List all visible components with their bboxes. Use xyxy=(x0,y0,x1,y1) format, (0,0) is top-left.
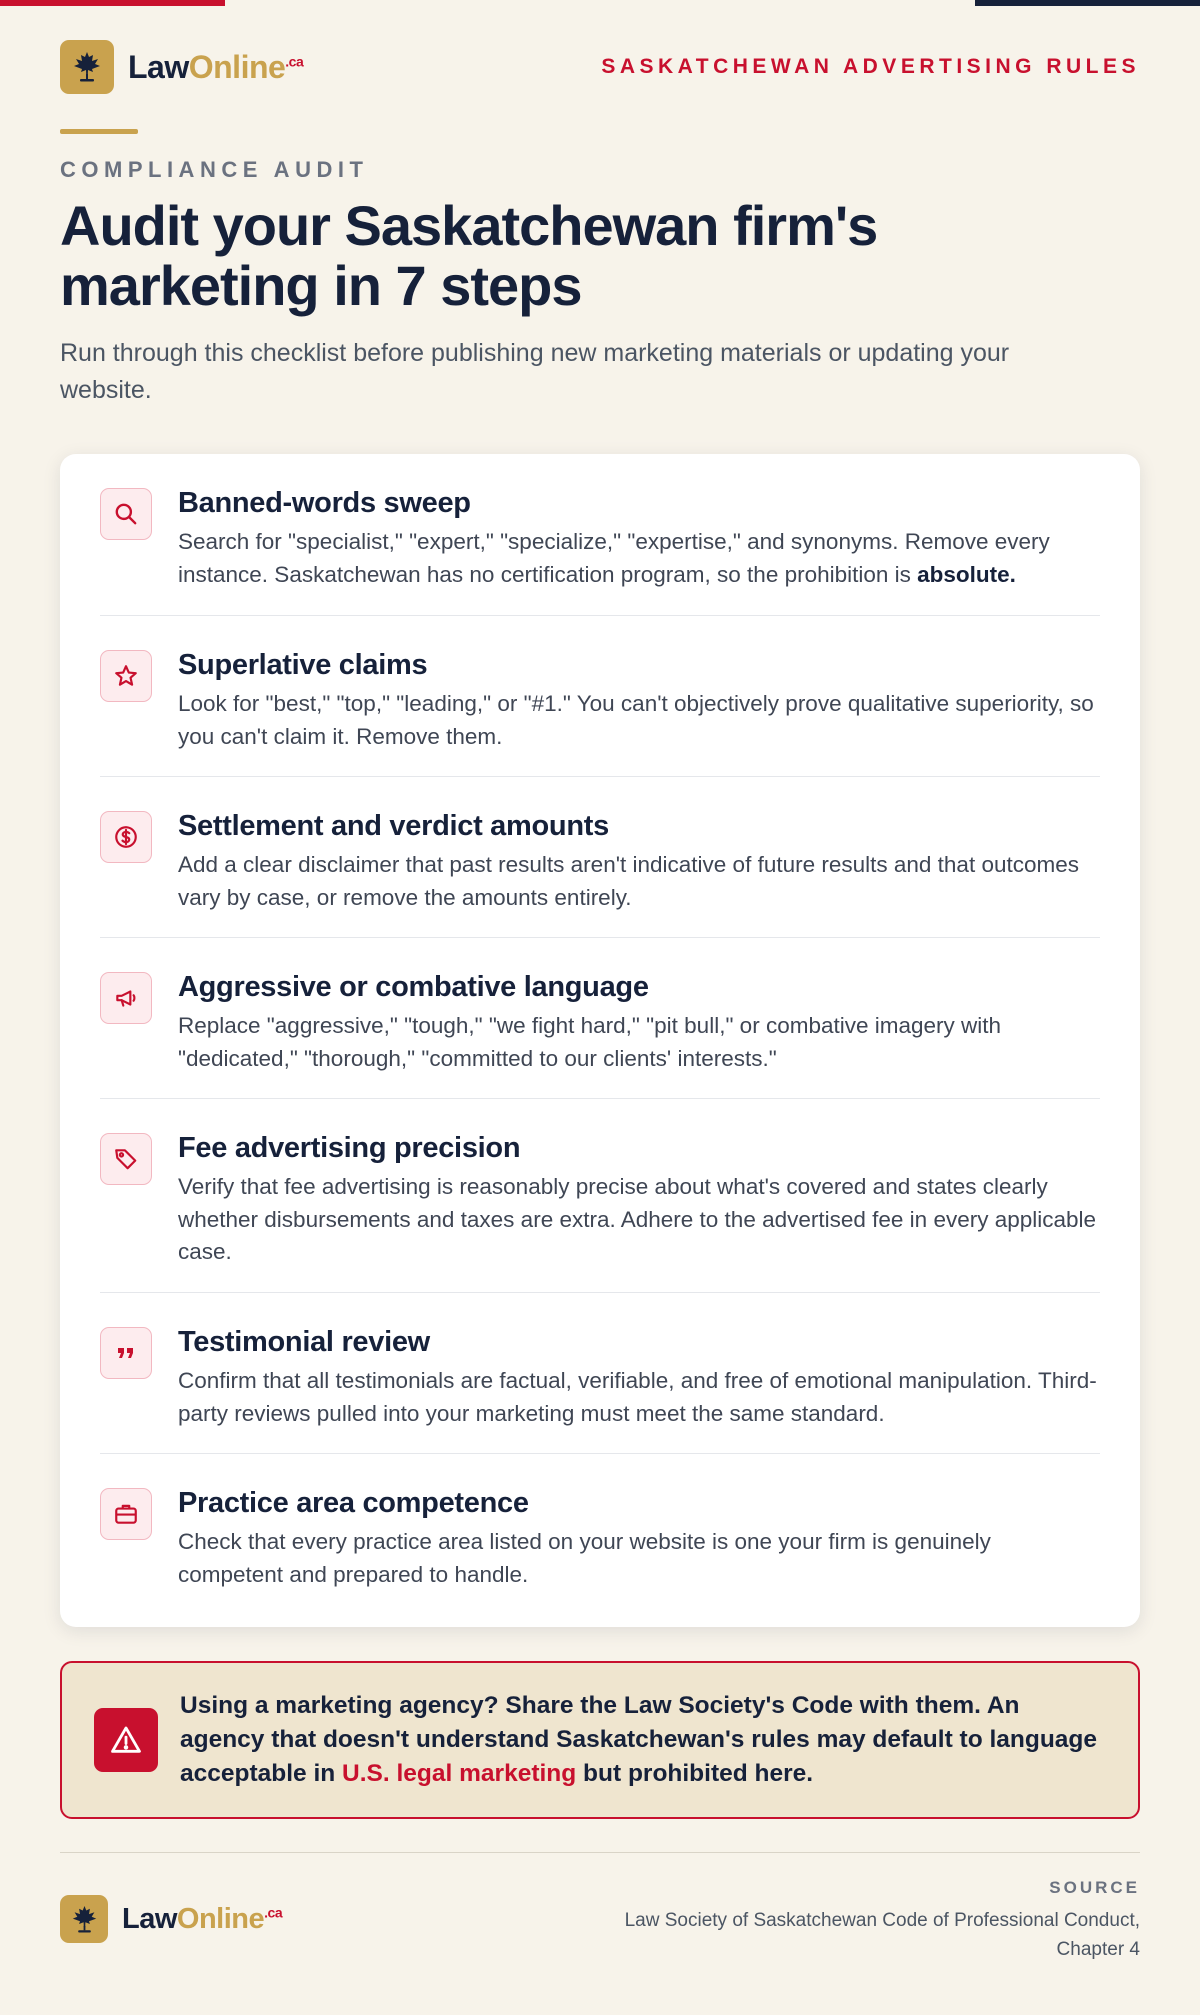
footer-divider xyxy=(60,1852,1140,1853)
brand-name-law: Law xyxy=(128,48,189,85)
callout-text-after: but prohibited here. xyxy=(576,1760,814,1787)
step-description: Add a clear disclaimer that past results aren't indicative of future results and that outcomes vary by case, or remove the amounts entirely. xyxy=(178,852,1079,910)
brand-name-tld: .ca xyxy=(264,1903,283,1920)
top-accent-bar-red xyxy=(0,0,225,6)
header-topic-tag: SASKATCHEWAN ADVERTISING RULES xyxy=(601,55,1140,78)
checklist-step-testimonials xyxy=(100,1293,1100,1454)
warning-icon xyxy=(94,1708,158,1772)
brand-name-tld: .ca xyxy=(285,52,304,69)
checklist-step-aggressive-language xyxy=(100,938,1100,1099)
step-title: Superlative claims xyxy=(178,649,428,681)
checklist-step-settlements xyxy=(100,777,1100,938)
step-title: Aggressive or combative language xyxy=(178,971,649,1003)
footer-brand-logo[interactable] xyxy=(60,1895,282,1943)
intro-text: Run through this checklist before publishing new marketing materials or updating your website. xyxy=(60,339,1010,404)
star-icon xyxy=(100,650,152,702)
tag-icon xyxy=(100,1133,152,1185)
page-title: Audit your Saskatchewan firm's marketing in 7 steps xyxy=(60,194,878,317)
maple-leaf-scales-icon xyxy=(60,1895,108,1943)
brand-name-law: Law xyxy=(122,1902,177,1935)
step-title: Practice area competence xyxy=(178,1487,529,1519)
step-description: Verify that fee advertising is reasonably precise about what's covered and states clearly whether disbursements and taxes are extra. Adhere to the advertised fee in every applicable case. xyxy=(178,1174,1097,1264)
agency-warning-callout xyxy=(60,1661,1140,1819)
checklist-step-fee-advertising xyxy=(100,1099,1100,1293)
source-text: Law Society of Saskatchewan Code of Professional Conduct, Chapter 4 xyxy=(624,1910,1140,1960)
step-title: Fee advertising precision xyxy=(178,1132,521,1164)
top-accent-bar-navy xyxy=(975,0,1200,6)
checklist-step-superlatives xyxy=(100,616,1100,777)
dollar-icon xyxy=(100,811,152,863)
step-description xyxy=(178,526,1100,591)
checklist-card xyxy=(60,454,1140,1627)
callout-text xyxy=(180,1689,1106,1791)
brand-name-online: Online xyxy=(176,1902,265,1935)
source-label: SOURCE xyxy=(1049,1878,1140,1897)
quote-icon xyxy=(100,1327,152,1379)
step-description: Check that every practice area listed on your website is one your firm is genuinely competent and prepared to handle. xyxy=(178,1529,991,1587)
maple-leaf-scales-icon xyxy=(60,40,114,94)
checklist-step-practice-areas xyxy=(100,1454,1100,1627)
brand-wordmark xyxy=(128,49,303,86)
step-description-text: Search for "specialist," "expert," "specialize," "expertise," and synonyms. Remove every instance. Saskatchewan has no certification program, so the prohibition is xyxy=(178,529,1050,587)
brand-logo[interactable] xyxy=(60,40,303,94)
step-title: Banned-words sweep xyxy=(178,487,471,519)
eyebrow-label: COMPLIANCE AUDIT xyxy=(60,157,369,182)
megaphone-icon xyxy=(100,972,152,1024)
step-emphasis: absolute. xyxy=(917,561,1016,587)
step-description: Replace "aggressive," "tough," "we fight hard," "pit bull," or combative imagery with "dedicated," "thorough," "committed to our clients' interests." xyxy=(178,1013,1002,1071)
step-description: Confirm that all testimonials are factual, verifiable, and free of emotional manipulation. Third-party reviews pulled into your marketing must meet the same standard. xyxy=(178,1368,1097,1426)
source-citation xyxy=(620,1878,1140,1964)
briefcase-icon xyxy=(100,1488,152,1540)
brand-wordmark xyxy=(122,1903,282,1936)
checklist-step-banned-words xyxy=(100,454,1100,616)
page-header xyxy=(60,40,1140,94)
callout-text-before: Using a marketing agency? Share the Law Society's Code with them. An agency that doesn't understand Saskatchewan's rules may default to language acceptable in xyxy=(180,1692,1098,1787)
step-title: Testimonial review xyxy=(178,1326,430,1358)
brand-name-online: Online xyxy=(188,48,286,85)
us-legal-marketing-link[interactable]: U.S. legal marketing xyxy=(342,1760,577,1787)
step-title: Settlement and verdict amounts xyxy=(178,810,609,842)
search-icon xyxy=(100,488,152,540)
step-description: Look for "best," "top," "leading," or "#1." You can't objectively prove qualitative superiority, so you can't claim it. Remove them. xyxy=(178,691,1094,749)
accent-rule xyxy=(60,129,138,134)
